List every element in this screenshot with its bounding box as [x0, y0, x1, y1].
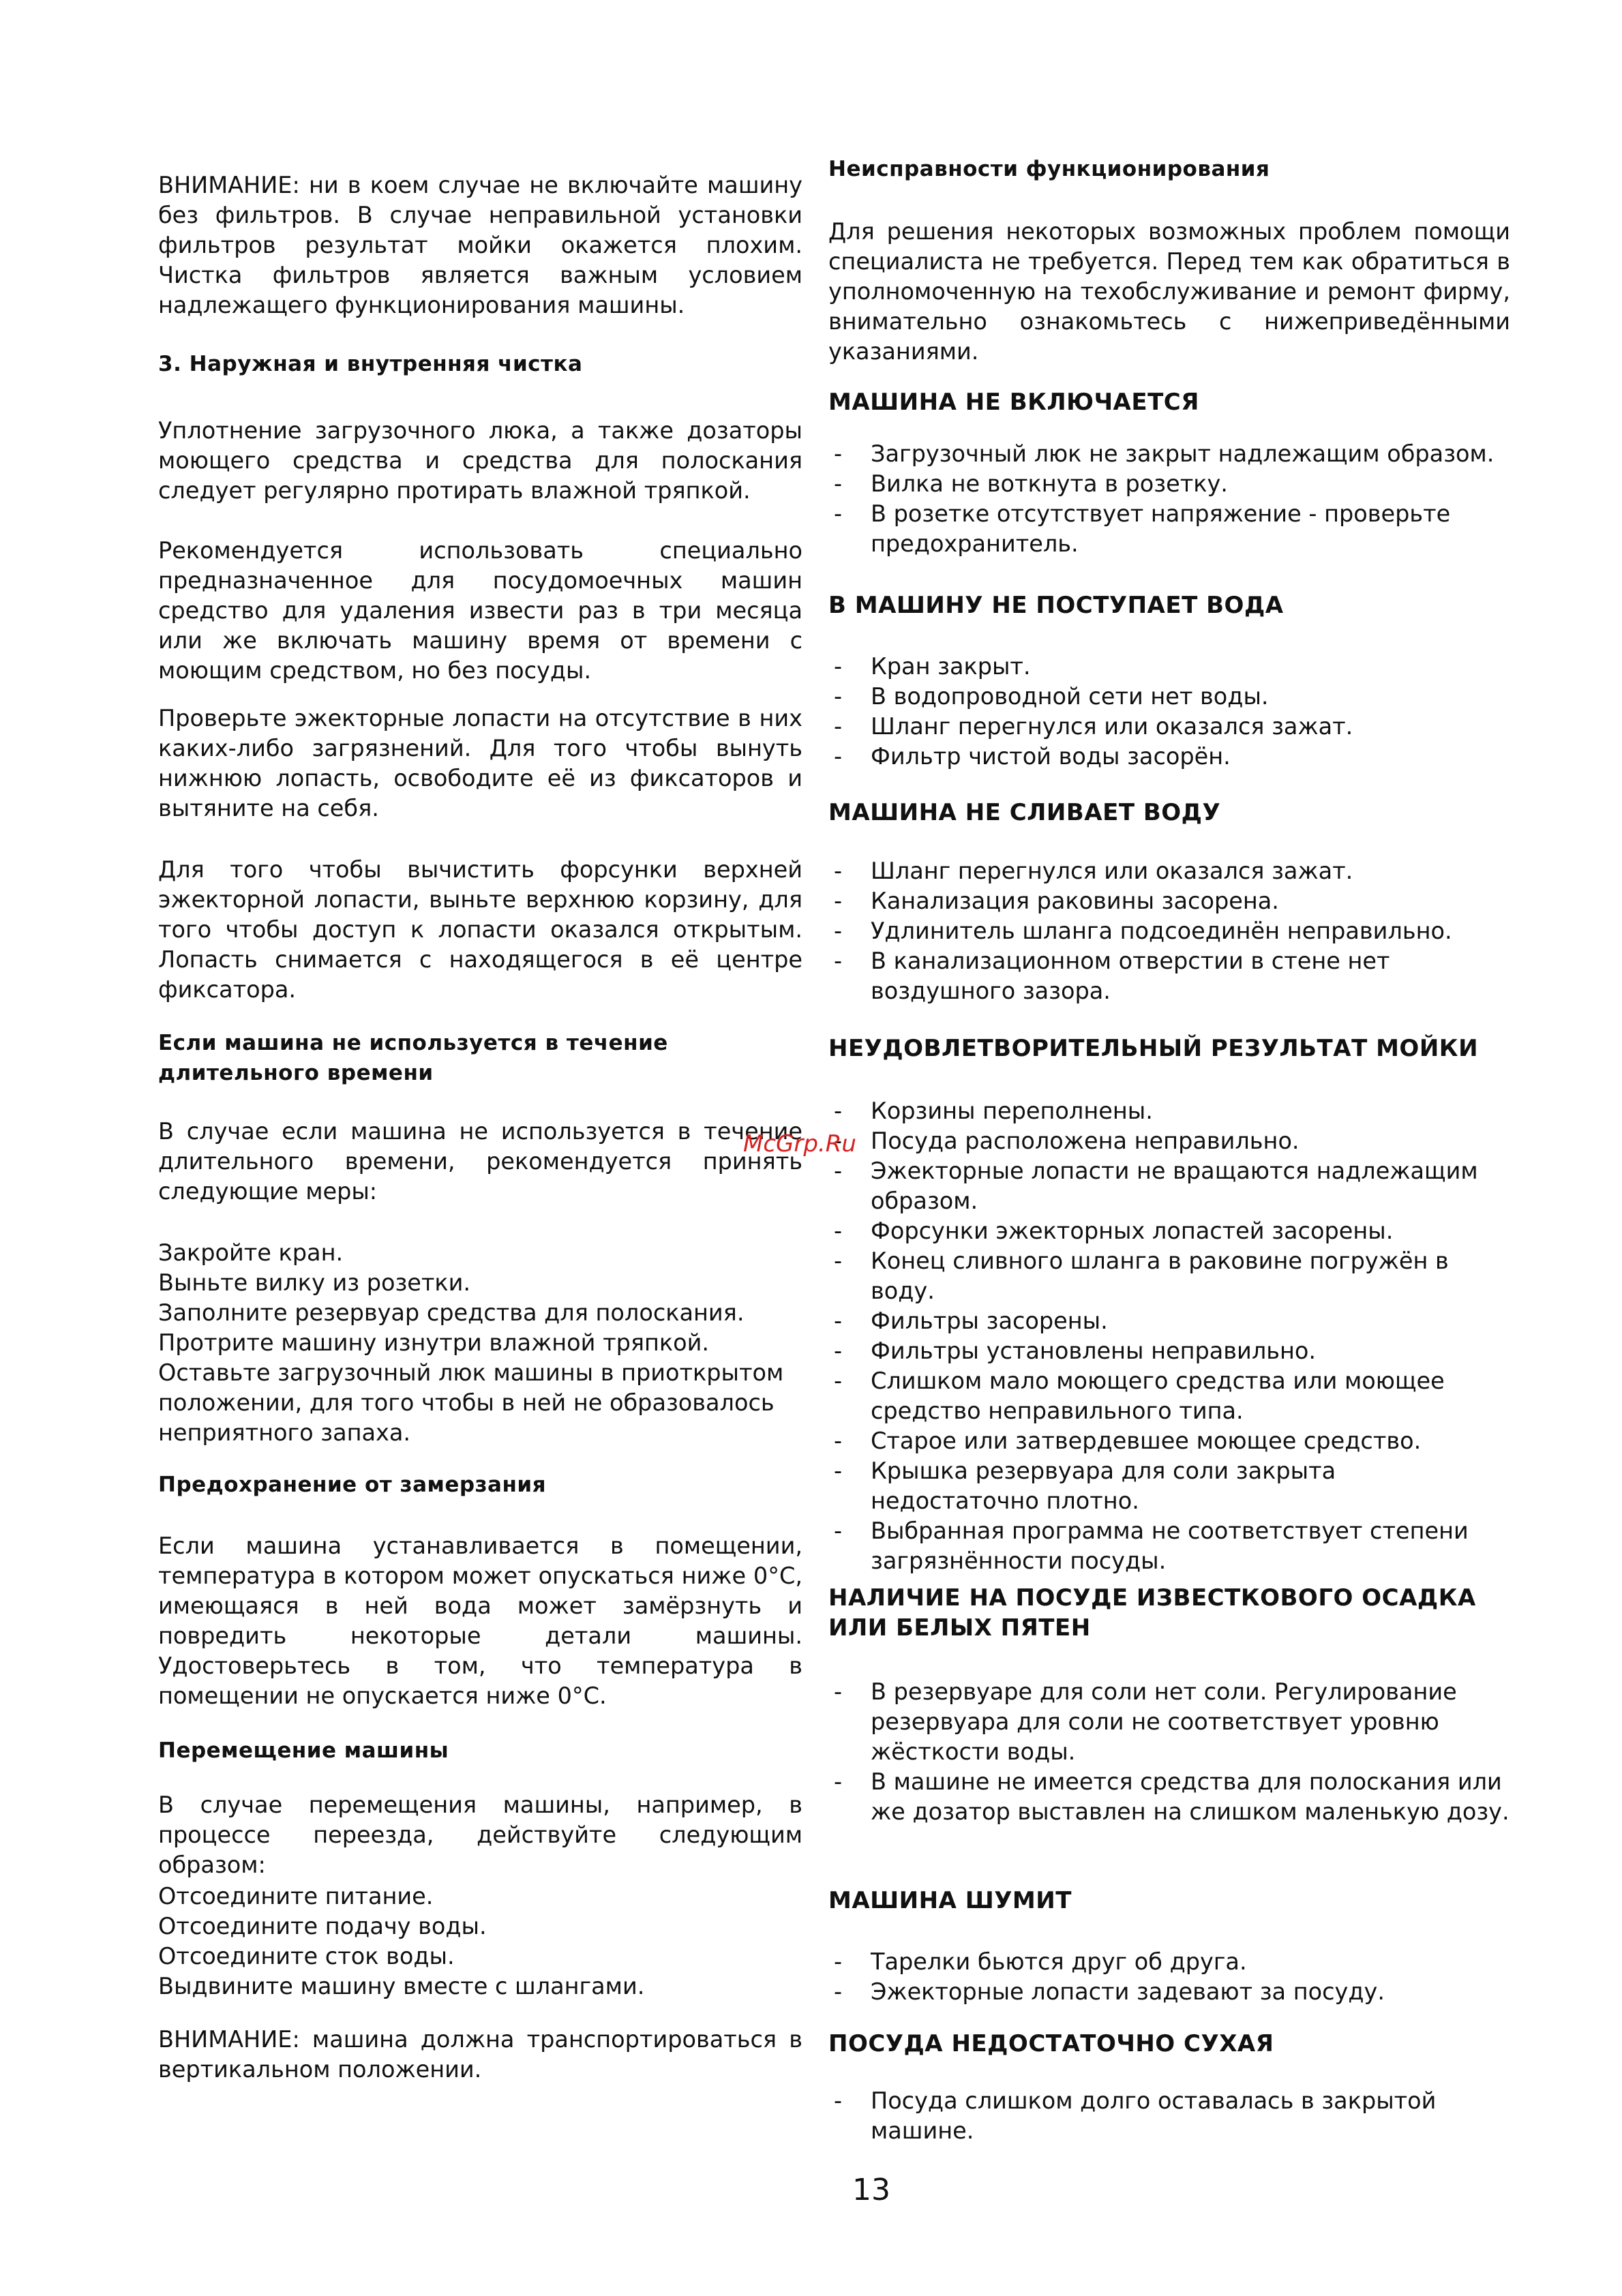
section-list-no-start [828, 439, 1510, 559]
faults-heading: Неисправности функционирования [828, 157, 1270, 181]
list-item: Заполните резервуар средства для полоскания. [158, 1299, 745, 1326]
list-item: - Шланг перегнулся или оказался зажат. [828, 712, 1510, 742]
list-item: - Корзины переполнены. [828, 1096, 1510, 1126]
list-item: - Крышка резервуара для соли закрыта недостаточно плотно. [828, 1456, 1510, 1516]
section-list-limescale [828, 1677, 1510, 1827]
cleaning-heading: 3. Наружная и внутренняя чистка [158, 352, 583, 376]
list-item: - Посуда расположена неправильно. [828, 1126, 1510, 1156]
list-item: - Тарелки бьются друг об друга. [828, 1947, 1510, 1977]
section-list-no-drain [828, 856, 1510, 1006]
list-item: - Удлинитель шланга подсоединён неправильно. [828, 916, 1510, 946]
moving-heading: Перемещение машины [158, 1738, 449, 1763]
section-heading-no-water: В МАШИНУ НЕ ПОСТУПАЕТ ВОДА [828, 592, 1284, 619]
list-item: - Шланг перегнулся или оказался зажат. [828, 856, 1510, 886]
list-item: - Посуда слишком долго оставалась в закрытой машине. [828, 2086, 1510, 2146]
cleaning-paragraph-2: Рекомендуется использовать специально предназначенное для посудомоечных машин средство для удаления извести раз в три месяца или же включать машину время от времени с моющим средством, но без посуды. [158, 537, 802, 684]
list-item: - Старое или затвердевшее моющее средство. [828, 1426, 1510, 1456]
section-list-no-water [828, 652, 1510, 772]
list-item: Отсоедините подачу воды. [158, 1913, 487, 1939]
list-item: - Конец сливного шланга в раковине погружён в воду. [828, 1246, 1510, 1306]
cleaning-paragraph-3: Проверьте эжекторные лопасти на отсутствие в них каких-либо загрязнений. Для того чтобы вынуть нижнюю лопасть, освободите её из фиксаторов и вытяните на себя. [158, 705, 802, 821]
section-heading-no-start: МАШИНА НЕ ВКЛЮЧАЕТСЯ [828, 389, 1199, 416]
list-item: - Слишком мало моющего средства или моющее средство неправильного типа. [828, 1366, 1510, 1426]
list-item: - В розетке отсутствует напряжение - проверьте предохранитель. [828, 499, 1510, 559]
list-item: - Фильтры установлены неправильно. [828, 1336, 1510, 1366]
freeze-heading: Предохранение от замерзания [158, 1472, 547, 1497]
list-item: - В канализационном отверстии в стене нет воздушного зазора. [828, 946, 1510, 1006]
list-item: - Эжекторные лопасти не вращаются надлежащим образом. [828, 1156, 1510, 1216]
list-item: Протрите машину изнутри влажной тряпкой. [158, 1329, 710, 1356]
longterm-intro: В случае если машина не используется в течение длительного времени, рекомендуется принять следующие меры: [158, 1118, 802, 1205]
list-item: Выньте вилку из розетки. [158, 1269, 471, 1296]
list-item: - Фильтры засорены. [828, 1306, 1510, 1336]
longterm-heading: Если машина не используется в течение длительного времени [158, 1031, 668, 1085]
faults-intro: Для решения некоторых возможных проблем помощи специалиста не требуется. Перед тем как обратиться в уполномоченную на техобслуживание и ремонт фирму, внимательно ознакомьтесь с нижеприведёнными указаниями. [828, 218, 1510, 365]
list-item: Отсоедините сток воды. [158, 1943, 455, 1969]
list-item: - Фильтр чистой воды засорён. [828, 742, 1510, 772]
list-item: - Канализация раковины засорена. [828, 886, 1510, 916]
moving-intro: В случае перемещения машины, например, в процессе переезда, действуйте следующим образом: [158, 1792, 802, 1878]
section-heading-noise: МАШИНА ШУМИТ [828, 1887, 1072, 1914]
list-item: - В водопроводной сети нет воды. [828, 682, 1510, 712]
cleaning-paragraph-4: Для того чтобы вычистить форсунки верхней эжекторной лопасти, выньте верхнюю корзину, для того чтобы доступ к лопасти оказался открытым. Лопасть снимается с находящегося в её центре фиксатора. [158, 856, 802, 1003]
list-item: Выдвините машину вместе с шлангами. [158, 1973, 645, 1999]
section-heading-not-dry: ПОСУДА НЕДОСТАТОЧНО СУХАЯ [828, 2030, 1274, 2057]
list-item: - Форсунки эжекторных лопастей засорены. [828, 1216, 1510, 1246]
page-number: 13 [852, 2173, 890, 2207]
list-item: - Вилка не воткнута в розетку. [828, 469, 1510, 499]
list-item: Закройте кран. [158, 1239, 344, 1266]
section-list-not-dry [828, 2086, 1510, 2146]
moving-steps-list [158, 1882, 802, 2002]
section-list-bad-wash [828, 1096, 1510, 1576]
freeze-paragraph: Если машина устанавливается в помещении, температура в котором может опускаться ниже 0°С, имеющаяся в ней вода может замёрзнуть и повредить некоторые детали машины. Удостоверьтесь в том, что температура в помещении не опускается ниже 0°С. [158, 1532, 802, 1709]
section-list-noise [828, 1947, 1510, 2007]
list-item: Оставьте загрузочный люк машины в приоткрытом положении, для того чтобы в ней не образовалось неприятного запаха. [158, 1359, 784, 1446]
list-item: - В машине не имеется средства для полоскания или же дозатор выставлен на слишком маленькую дозу. [828, 1767, 1510, 1827]
moving-warning: ВНИМАНИЕ: машина должна транспортироваться в вертикальном положении. [158, 2026, 802, 2083]
list-item: - Кран закрыт. [828, 652, 1510, 682]
list-item: - Загрузочный люк не закрыт надлежащим образом. [828, 439, 1510, 469]
list-item: Отсоедините питание. [158, 1883, 434, 1909]
list-item: - Выбранная программа не соответствует степени загрязнённости посуды. [828, 1516, 1510, 1576]
longterm-steps-list [158, 1238, 802, 1448]
cleaning-paragraph-1: Уплотнение загрузочного люка, а также дозаторы моющего средства и средства для полоскания следует регулярно протирать влажной тряпкой. [158, 417, 802, 504]
list-item: - В резервуаре для соли нет соли. Регулирование резервуара для соли не соответствует уровню жёсткости воды. [828, 1677, 1510, 1767]
list-item: - Эжекторные лопасти задевают за посуду. [828, 1977, 1510, 2007]
section-heading-limescale: НАЛИЧИЕ НА ПОСУДЕ ИЗВЕСТКОВОГО ОСАДКА ИЛИ БЕЛЫХ ПЯТЕН [828, 1584, 1476, 1642]
watermark-text: McGrp.Ru [743, 1130, 856, 1158]
section-heading-no-drain: МАШИНА НЕ СЛИВАЕТ ВОДУ [828, 799, 1221, 826]
section-heading-bad-wash: НЕУДОВЛЕТВОРИТЕЛЬНЫЙ РЕЗУЛЬТАТ МОЙКИ [828, 1035, 1479, 1062]
warning-filters-paragraph: ВНИМАНИЕ: ни в коем случае не включайте машину без фильтров. В случае неправильной установки фильтров результат мойки окажется плохим. Чистка фильтров является важным условием надлежащего функционирования машины. [158, 172, 802, 318]
